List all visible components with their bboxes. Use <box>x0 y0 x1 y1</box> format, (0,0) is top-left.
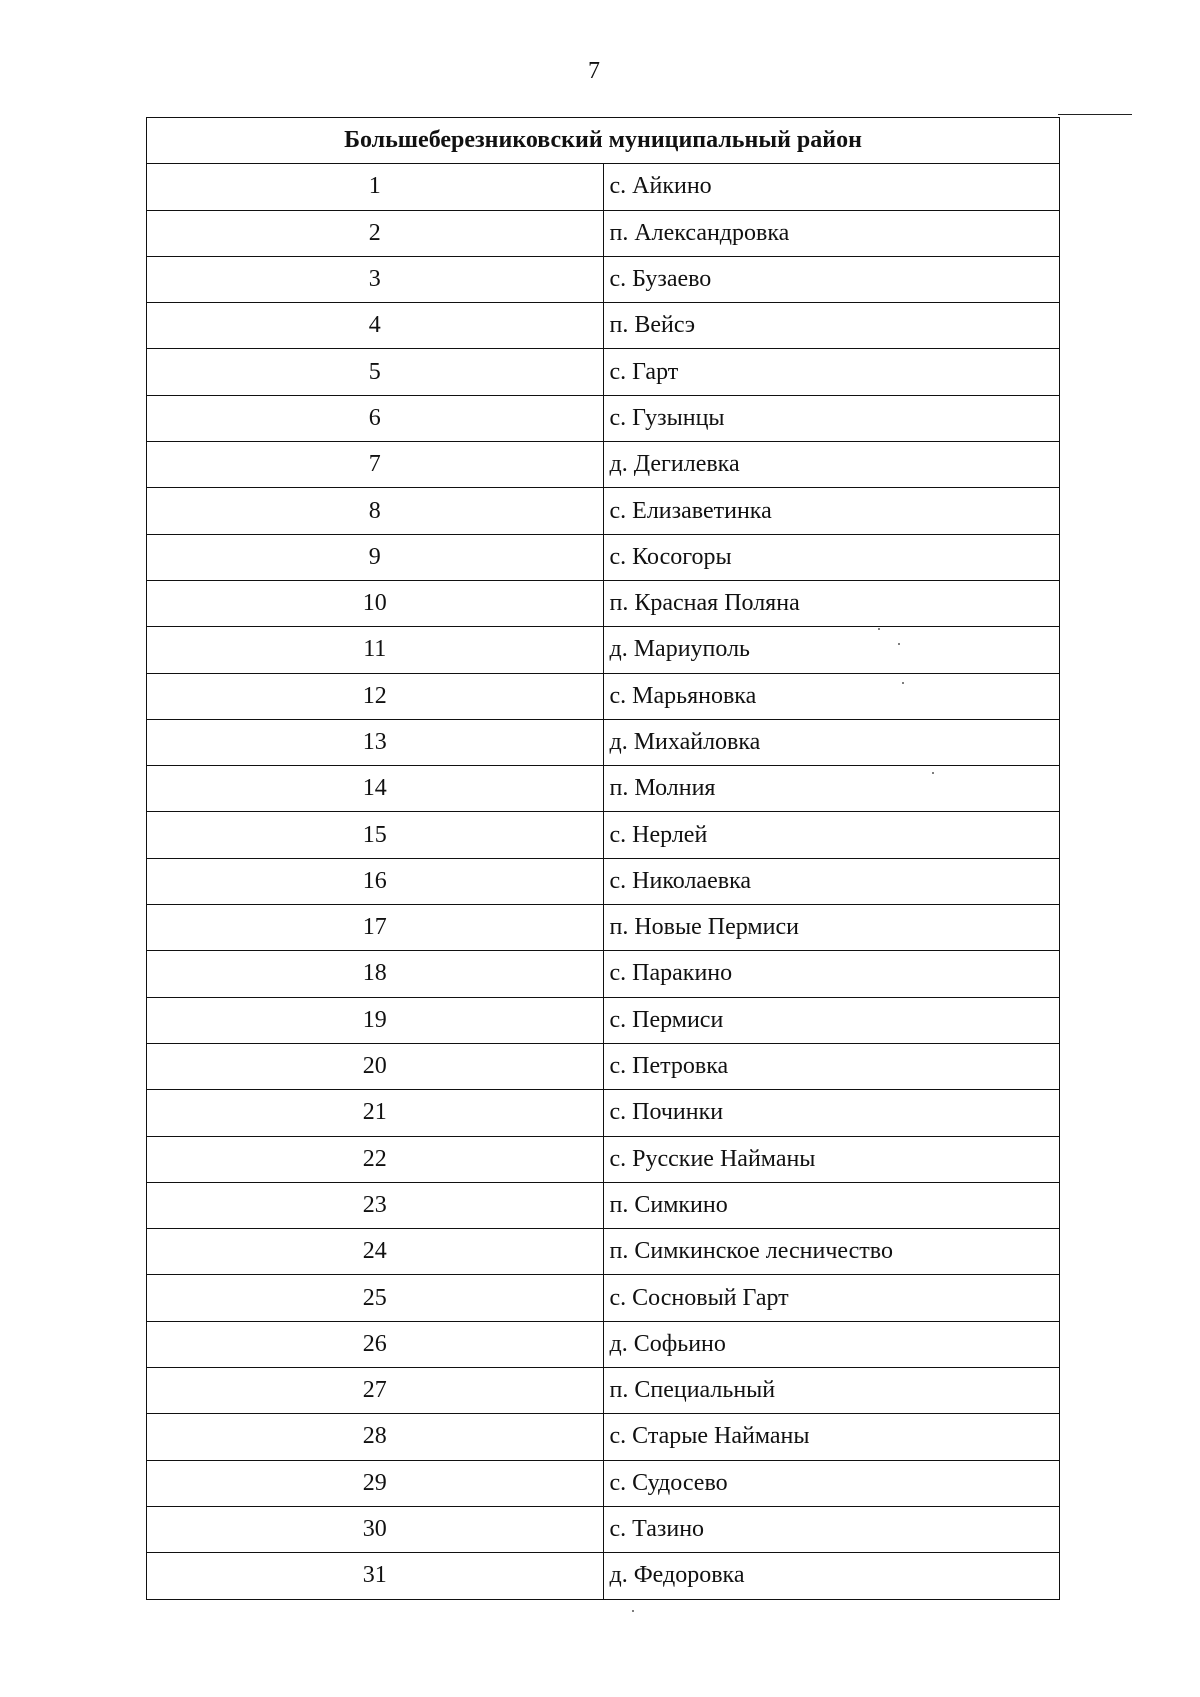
row-number: 21 <box>147 1090 604 1136</box>
settlement-name: с. Бузаево <box>603 256 1060 302</box>
row-number: 17 <box>147 905 604 951</box>
settlement-name: с. Старые Найманы <box>603 1414 1060 1460</box>
table-row <box>147 210 1060 256</box>
table-row <box>147 1275 1060 1321</box>
row-number: 12 <box>147 673 604 719</box>
table-row <box>147 812 1060 858</box>
table-row <box>147 1182 1060 1228</box>
row-number: 30 <box>147 1506 604 1552</box>
row-number: 18 <box>147 951 604 997</box>
table-row <box>147 673 1060 719</box>
table-row <box>147 256 1060 302</box>
settlement-name: с. Елизаветинка <box>603 488 1060 534</box>
settlement-name: д. Дегилевка <box>603 442 1060 488</box>
table-row <box>147 164 1060 210</box>
settlement-name: д. Мариуполь <box>603 627 1060 673</box>
table-row <box>147 1553 1060 1599</box>
row-number: 9 <box>147 534 604 580</box>
table-row <box>147 858 1060 904</box>
row-number: 16 <box>147 858 604 904</box>
table-row <box>147 905 1060 951</box>
row-number: 14 <box>147 766 604 812</box>
row-number: 19 <box>147 997 604 1043</box>
settlement-name: д. Федоровка <box>603 1553 1060 1599</box>
row-number: 15 <box>147 812 604 858</box>
row-number: 20 <box>147 1043 604 1089</box>
settlement-name: с. Сосновый Гарт <box>603 1275 1060 1321</box>
table-row <box>147 1506 1060 1552</box>
row-number: 2 <box>147 210 604 256</box>
settlement-name: п. Молния <box>603 766 1060 812</box>
row-number: 28 <box>147 1414 604 1460</box>
settlement-name: с. Петровка <box>603 1043 1060 1089</box>
settlement-name: с. Русские Найманы <box>603 1136 1060 1182</box>
table-row <box>147 1368 1060 1414</box>
table-row <box>147 1460 1060 1506</box>
row-number: 5 <box>147 349 604 395</box>
scan-artifact-line <box>1058 114 1132 115</box>
row-number: 27 <box>147 1368 604 1414</box>
settlement-name: п. Красная Поляна <box>603 580 1060 626</box>
settlement-name: с. Косогоры <box>603 534 1060 580</box>
settlement-name: п. Симкинское лесничество <box>603 1229 1060 1275</box>
page-number: 7 <box>588 58 600 84</box>
settlement-name: с. Гузынцы <box>603 395 1060 441</box>
table-row <box>147 997 1060 1043</box>
settlement-name: с. Паракино <box>603 951 1060 997</box>
row-number: 13 <box>147 719 604 765</box>
row-number: 3 <box>147 256 604 302</box>
row-number: 29 <box>147 1460 604 1506</box>
settlement-name: с. Николаевка <box>603 858 1060 904</box>
table-row <box>147 1321 1060 1367</box>
settlement-name: п. Симкино <box>603 1182 1060 1228</box>
row-number: 31 <box>147 1553 604 1599</box>
table-row <box>147 1090 1060 1136</box>
settlement-name: д. Софьино <box>603 1321 1060 1367</box>
settlement-name: с. Судосево <box>603 1460 1060 1506</box>
table-row <box>147 580 1060 626</box>
row-number: 23 <box>147 1182 604 1228</box>
table-row <box>147 766 1060 812</box>
row-number: 7 <box>147 442 604 488</box>
row-number: 26 <box>147 1321 604 1367</box>
table-row <box>147 303 1060 349</box>
settlement-name: п. Вейсэ <box>603 303 1060 349</box>
settlement-name: с. Гарт <box>603 349 1060 395</box>
table-row <box>147 534 1060 580</box>
row-number: 4 <box>147 303 604 349</box>
row-number: 1 <box>147 164 604 210</box>
table-row <box>147 627 1060 673</box>
row-number: 25 <box>147 1275 604 1321</box>
district-header: Большеберезниковский муниципальный район <box>147 118 1060 164</box>
settlements-table <box>146 117 1060 1600</box>
settlement-name: с. Пермиси <box>603 997 1060 1043</box>
table-row <box>147 395 1060 441</box>
row-number: 10 <box>147 580 604 626</box>
settlement-name: с. Нерлей <box>603 812 1060 858</box>
settlement-name: д. Михайловка <box>603 719 1060 765</box>
table-row <box>147 951 1060 997</box>
row-number: 11 <box>147 627 604 673</box>
table-header-row <box>147 118 1060 164</box>
table-row <box>147 349 1060 395</box>
settlement-name: п. Александровка <box>603 210 1060 256</box>
table-row <box>147 1043 1060 1089</box>
table-row <box>147 488 1060 534</box>
table-row <box>147 1136 1060 1182</box>
table-row <box>147 1229 1060 1275</box>
scan-speck <box>632 1610 634 1612</box>
table-row <box>147 719 1060 765</box>
settlement-name: с. Тазино <box>603 1506 1060 1552</box>
settlement-name: с. Починки <box>603 1090 1060 1136</box>
settlement-name: с. Айкино <box>603 164 1060 210</box>
settlement-name: п. Новые Пермиси <box>603 905 1060 951</box>
table-body <box>147 164 1060 1599</box>
row-number: 24 <box>147 1229 604 1275</box>
row-number: 22 <box>147 1136 604 1182</box>
settlement-name: с. Марьяновка <box>603 673 1060 719</box>
settlement-name: п. Специальный <box>603 1368 1060 1414</box>
table-row <box>147 442 1060 488</box>
row-number: 8 <box>147 488 604 534</box>
table-row <box>147 1414 1060 1460</box>
row-number: 6 <box>147 395 604 441</box>
